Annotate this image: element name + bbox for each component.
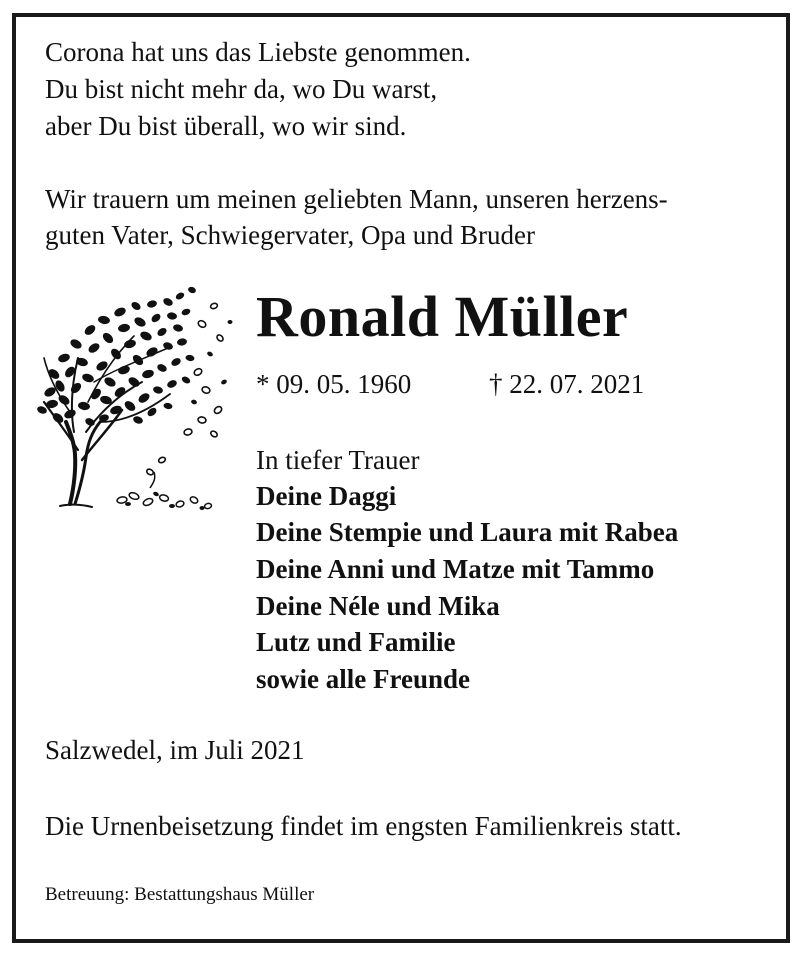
mourner-line: Deine Daggi: [256, 481, 397, 511]
mourner-line: sowie alle Freunde: [256, 664, 470, 694]
place-and-date: Salzwedel, im Juli 2021: [45, 735, 305, 765]
death-date: † 22. 07. 2021: [489, 369, 645, 399]
intro-line-2: guten Vater, Schwiegervater, Opa und Bruder: [45, 220, 535, 250]
mourner-line: Lutz und Familie: [256, 627, 456, 657]
poem-line-3: aber Du bist überall, wo wir sind.: [45, 111, 407, 141]
burial-note: Die Urnenbeisetzung findet im engsten Familienkreis statt.: [45, 811, 682, 841]
birth-date: * 09. 05. 1960: [256, 369, 412, 399]
deceased-name: Ronald Müller: [256, 284, 629, 349]
intro-line-1: Wir trauern um meinen geliebten Mann, unseren herzens-: [45, 184, 668, 214]
mourner-line: Deine Néle und Mika: [256, 591, 500, 621]
tree-with-falling-leaves-icon: [30, 282, 235, 517]
funeral-home-credit: Betreuung: Bestattungshaus Müller: [45, 884, 315, 905]
mourning-heading: In tiefer Trauer: [256, 445, 420, 475]
mourner-line: Deine Stempie und Laura mit Rabea: [256, 517, 679, 547]
poem-line-2: Du bist nicht mehr da, wo Du warst,: [45, 74, 438, 104]
poem-line-1: Corona hat uns das Liebste genommen.: [45, 37, 471, 67]
mourner-line: Deine Anni und Matze mit Tammo: [256, 554, 655, 584]
